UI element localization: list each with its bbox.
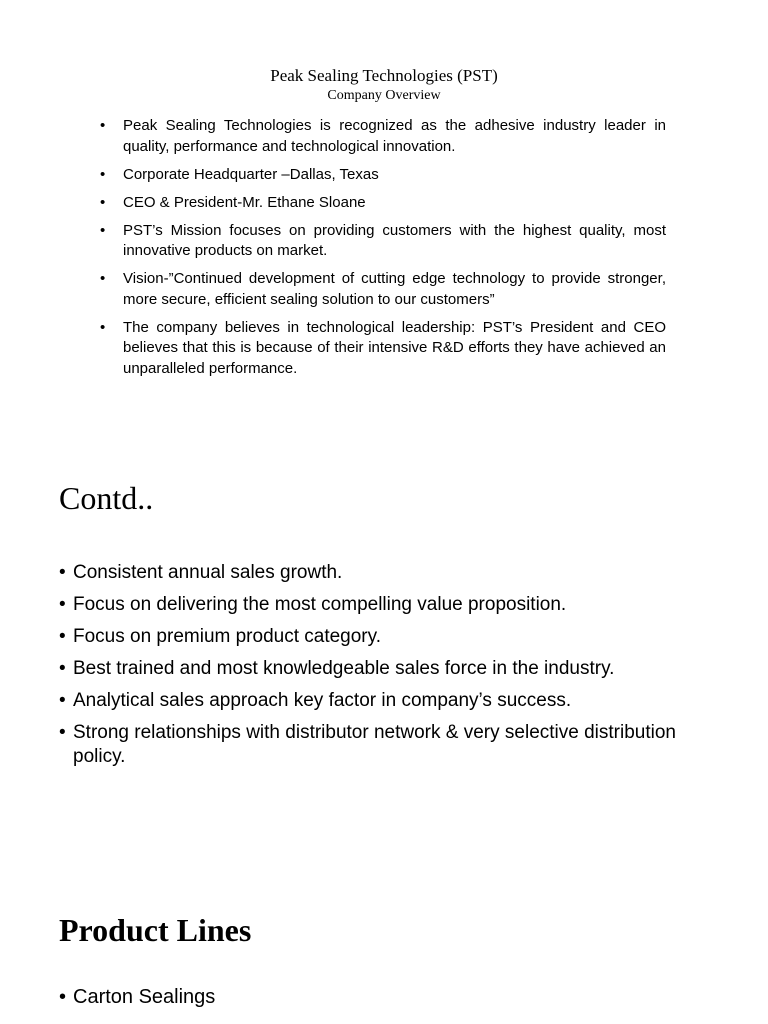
list-item-text: Strong relationships with distributor network & very selective distribution policy. (73, 722, 676, 767)
bullet-icon: • (100, 193, 106, 211)
list-item-text: Consistent annual sales growth. (73, 562, 343, 583)
list-item (100, 116, 666, 157)
product-lines-heading: Product Lines (59, 912, 252, 948)
list-item (100, 193, 666, 214)
list-item-text: Analytical sales approach key factor in company’s success. (73, 690, 572, 711)
list-item-text: Carton Sealings (73, 986, 216, 1008)
bullet-icon: • (100, 165, 106, 183)
bullet-icon: • (59, 986, 67, 1008)
list-item-text: Best trained and most knowledgeable sales force in the industry. (73, 658, 615, 679)
list-item-text: Corporate Headquarter –Dallas, Texas (123, 165, 379, 183)
slide-title: Peak Sealing Technologies (PST) (270, 66, 498, 85)
list-item (59, 657, 699, 681)
list-item-text: Vision-”Continued development of cutting edge technology to provide stronger, more secure, efficient sealing solution to our customers” (123, 270, 666, 308)
list-item-text: The company believes in technological leadership: PST’s President and CEO believes that this is because of their intensive R&D efforts they have achieved an unparalleled performance. (123, 318, 666, 377)
list-item-text: Focus on delivering the most compelling value proposition. (73, 594, 567, 615)
bullet-icon: • (59, 594, 66, 615)
contd-bullet-list (59, 561, 699, 777)
bullet-icon: • (59, 690, 66, 711)
bullet-icon: • (59, 658, 66, 679)
bullet-icon: • (100, 117, 106, 134)
bullet-icon: • (59, 626, 66, 647)
list-item (59, 561, 699, 585)
list-item (100, 269, 666, 310)
list-item-text: Focus on premium product category. (73, 626, 382, 647)
list-item (59, 721, 699, 769)
list-item-text: CEO & President-Mr. Ethane Sloane (123, 193, 366, 211)
bullet-icon: • (100, 221, 106, 239)
bullet-icon: • (59, 722, 66, 743)
list-item (59, 689, 699, 713)
product-lines-bullet-list (59, 984, 699, 1011)
list-item (59, 984, 699, 1011)
bullet-icon: • (100, 270, 106, 287)
bullet-icon: • (59, 562, 66, 583)
list-item (100, 221, 666, 262)
overview-bullet-list (100, 116, 666, 387)
list-item-text: Peak Sealing Technologies is recognized as the adhesive industry leader in quality, performance and technological innovation. (123, 117, 666, 155)
list-item (100, 318, 666, 380)
contd-heading: Contd.. (59, 480, 154, 516)
list-item (59, 625, 699, 649)
bullet-icon: • (100, 318, 106, 336)
list-item (100, 165, 666, 186)
slide-subtitle: Company Overview (327, 88, 441, 103)
list-item-text: PST’s Mission focuses on providing customers with the highest quality, most innovative products on market. (123, 221, 666, 259)
list-item (59, 593, 699, 617)
